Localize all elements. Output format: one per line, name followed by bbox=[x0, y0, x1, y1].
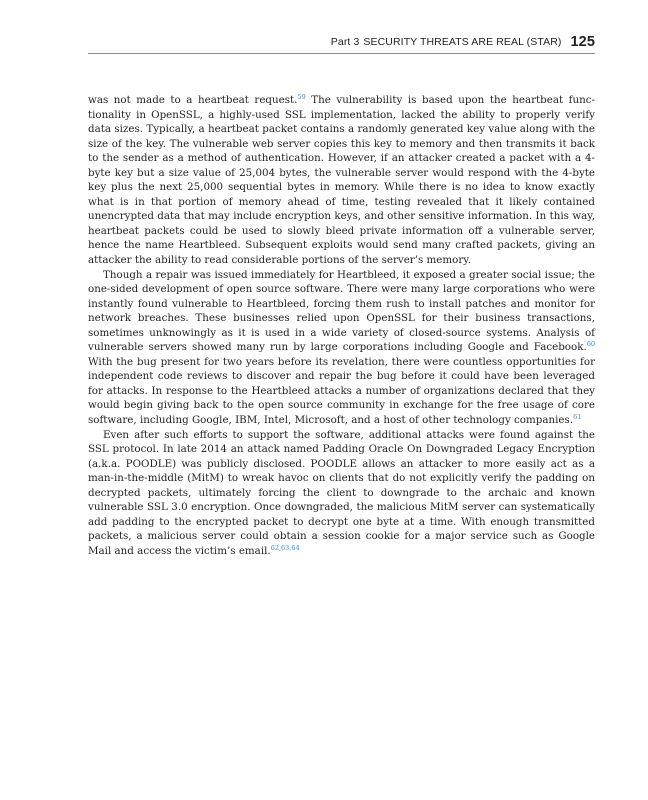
paragraph-text: Even after such efforts to support the software, additional attacks were found against the SSL protocol. In late 2014 an attack named Padding Oracle On Downgraded Legacy Encryption (a.k.a. POODLE) was publicly disclosed. POODLE allows an attacker to more easily act as a man-in-the-middle (MitM) to wreak havoc on clients that do not explicitly verify the padding on decrypted packets, ultimately forcing the client to downgrade to the archaic and known vulnerable SSL 3.0 encryption. Once downgraded, the malicious MitM server can systematically add padding to the encrypted packet to decrypt one byte at a time. With enough transmitted packets, a malicious server could obtain a session cookie for a major service such as Google Mail and access the victim’s email. bbox=[88, 428, 595, 557]
paragraph-text: was not made to a heartbeat request. bbox=[88, 94, 298, 106]
paragraph-text: The vulnerability is based upon the heartbeat functionality in OpenSSL, a highly-used SSL implementation, lacked the ability to properly verify data sizes. Typically, a heartbeat packet contains a randomly generated key value along with the size of the key. The vulnerable web server copies this key to memory and then transmits it back to the sender as a method of authentication. However, if an attacker created a packet with a 4-byte key but a size value of 25,004 bytes, the vulnerable server would respond with the 4-byte key plus the next 25,000 sequential bytes in memory. While there is no idea to know exactly what is in that portion of memory ahead of time, testing revealed that it likely contained unencrypted data that may include encryption keys, and other sensitive information. In this way, heartbeat packets could be used to slowly bleed private information off a vulnerable server, hence the name Heartbleed. Subsequent exploits would send many crafted packets, giving an attacker the ability to read considerable portions of the server’s memory. bbox=[88, 94, 595, 267]
running-header bbox=[88, 33, 595, 49]
paragraph-text: With the bug present for two years before its revelation, there were countless opportunities for independent code reviews to discover and repair the bug before it could have been leveraged for attacks. In response to the Heartbleed attacks a number of organizations declared that they would begin giving back to the open source community in exchange for the free usage of core software, including Google, IBM, Intel, Microsoft, and a host of other technology companies. bbox=[88, 355, 595, 427]
header-rule bbox=[88, 53, 595, 54]
section-title: SECURITY THREATS ARE REAL (STAR) bbox=[363, 36, 562, 48]
page-number: 125 bbox=[570, 34, 595, 50]
body-text bbox=[88, 93, 595, 559]
paragraph-text: Though a repair was issued immediately for Heartbleed, it exposed a greater social issue; the one-sided development of open source software. There were many large corporations who were instantly found vulnerable to Heartbleed, forcing them rush to install patches and monitor for network breaches. These businesses relied upon OpenSSL for their business transactions, sometimes unknowingly as it is used in a wide variety of closed-source systems. Analysis of vulnerable servers showed many run by large corporations including Google and Facebook. bbox=[88, 268, 595, 354]
paragraph-1 bbox=[88, 93, 595, 268]
part-label: Part 3 bbox=[330, 36, 360, 48]
reference-marker[interactable]: 59 bbox=[297, 93, 306, 101]
reference-marker[interactable]: 62,63,64 bbox=[270, 543, 300, 552]
reference-marker[interactable]: 61 bbox=[573, 413, 582, 422]
paragraph-2 bbox=[88, 268, 595, 428]
reference-marker[interactable]: 60 bbox=[586, 340, 595, 349]
paragraph-3 bbox=[88, 428, 595, 559]
